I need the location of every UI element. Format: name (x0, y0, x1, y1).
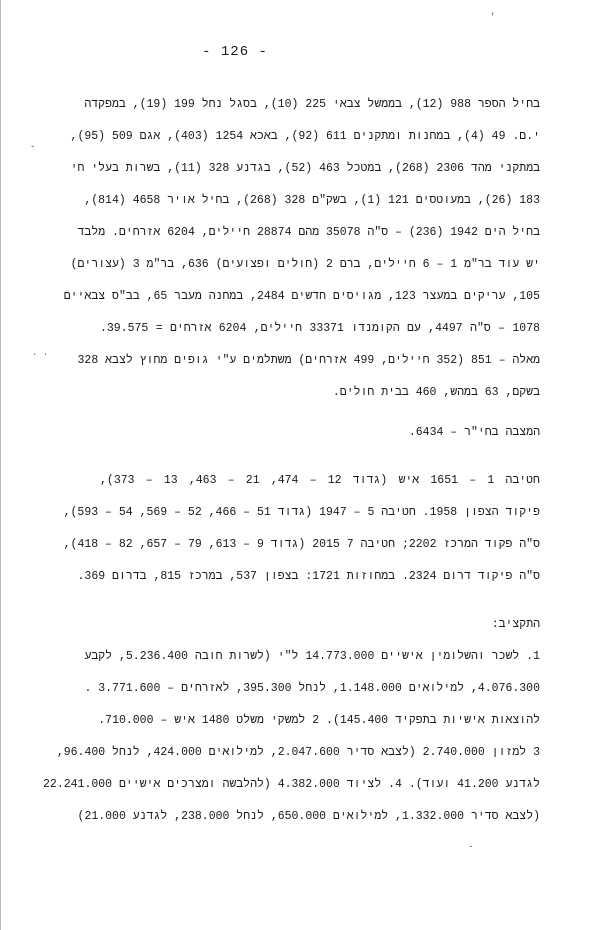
margin-mark: - (30, 142, 36, 152)
paragraph2-line: ס"ה פקוד המרכז 2202; חטיבה 7 2015 (גדוד 9 – 613, 79 – 657, 82 – 418), (63, 538, 540, 551)
paragraph3-line: 1. לשכר והשלומין אישיים 14.773.000 ל"י (לשרות חובה 5.236.400, לקבע (84, 650, 540, 663)
heading-budget: התקציב: (491, 618, 540, 631)
paragraph1-line: 105, עריקים במעצר 123, מגויסים חדשים 2484, במחנה מעבר 65, בב"ס צבאיים (63, 290, 540, 303)
paragraph2-line: חטיבה 1 – 1651 איש (גדוד 12 – 474, 21 – 463, 13 – 373), (100, 474, 540, 487)
heading-situation: המצבה בחי"ר – 6434. (408, 426, 540, 439)
paragraph1-line: מאלה – 851 (352 חיילים, 499 אזרחים) משתלמים ע"י גופים מחוץ לצבא 328 (77, 354, 540, 367)
paragraph2-line: פיקוד הצפון 1958. חטיבה 5 – 1947 (גדוד 51 – 466, 52 – 569, 54 – 593), (63, 506, 540, 519)
paragraph3-line: לגדנע 41.200 ועוד). 4. לציוד 4.382.000 (להלבשה ומצרכים אישיים 22.241.000 (43, 778, 540, 791)
paragraph1-line: 183 (26), במעוטסים 121 (1), בשק"ם 328 (268), בחיל אויר 4658 (814), (84, 194, 540, 207)
paragraph1-line: י.ם. 49 (4), במחנות ומתקנים 611 (92), באכא 1254 (403), אגם 509 (95), (70, 130, 540, 143)
paragraph1-line: 1078 – ס"ה 4497, עם הקומנדו 33371 חיילים, 6204 אזרחים = 39.575. (100, 322, 540, 335)
paragraph1-line: יש עוד בר"מ 1 – 6 חיילים, ברם 2 (חולים ופצועים) 636, בר"מ 3 (עצורים) (70, 258, 540, 271)
scan-speck: ' (490, 12, 496, 22)
scan-speck: - (468, 842, 474, 852)
paragraph3-line: 3 למזון 2.740.000 (לצבא סדיר 2.047.600, למילואים 424.000, לנחל 96.400, (56, 746, 540, 759)
paragraph1-line: במתקני מהד 2306 (268), במטכל 463 (52), בגדנע 328 (11), בשרות בעלי חי (70, 162, 540, 175)
paragraph1-line: בשקם, 63 במהש, 460 בבית חולים. (332, 386, 540, 399)
scan-edge-line (0, 0, 1, 930)
paragraph1-line: בחיל הים 1942 (236) – ס"ה 35078 מהם 28874 חיילים, 6204 אזרחים. מלבד (77, 226, 540, 239)
paragraph1-line: בחיל הספר 988 (12), בממשל צבאי 225 (10), בסגל נחל 199 (19), במפקדה (84, 98, 540, 111)
paragraph3-line: להוצאות אישיות בתפקיד 145.400). 2 למשקי משלט 1480 איש – 710.000. (98, 714, 540, 727)
paragraph3-line: 4.076.300, למילואים 1.148.000, לנחל 395.300, לאזרחים – 3.771.600 . (84, 682, 540, 695)
paragraph3-line: (לצבא סדיר 1.332.000, למילואים 650.000, לנחל 238.000, לגדנע 21.000) (77, 810, 540, 823)
paragraph2-line: ס"ה פיקוד דרום 2324. במחוזות 1721: בצפון 537, במרכז 815, בדרום 369. (77, 570, 540, 583)
page-number: - 126 - (202, 44, 268, 60)
margin-mark: · · (32, 350, 49, 360)
